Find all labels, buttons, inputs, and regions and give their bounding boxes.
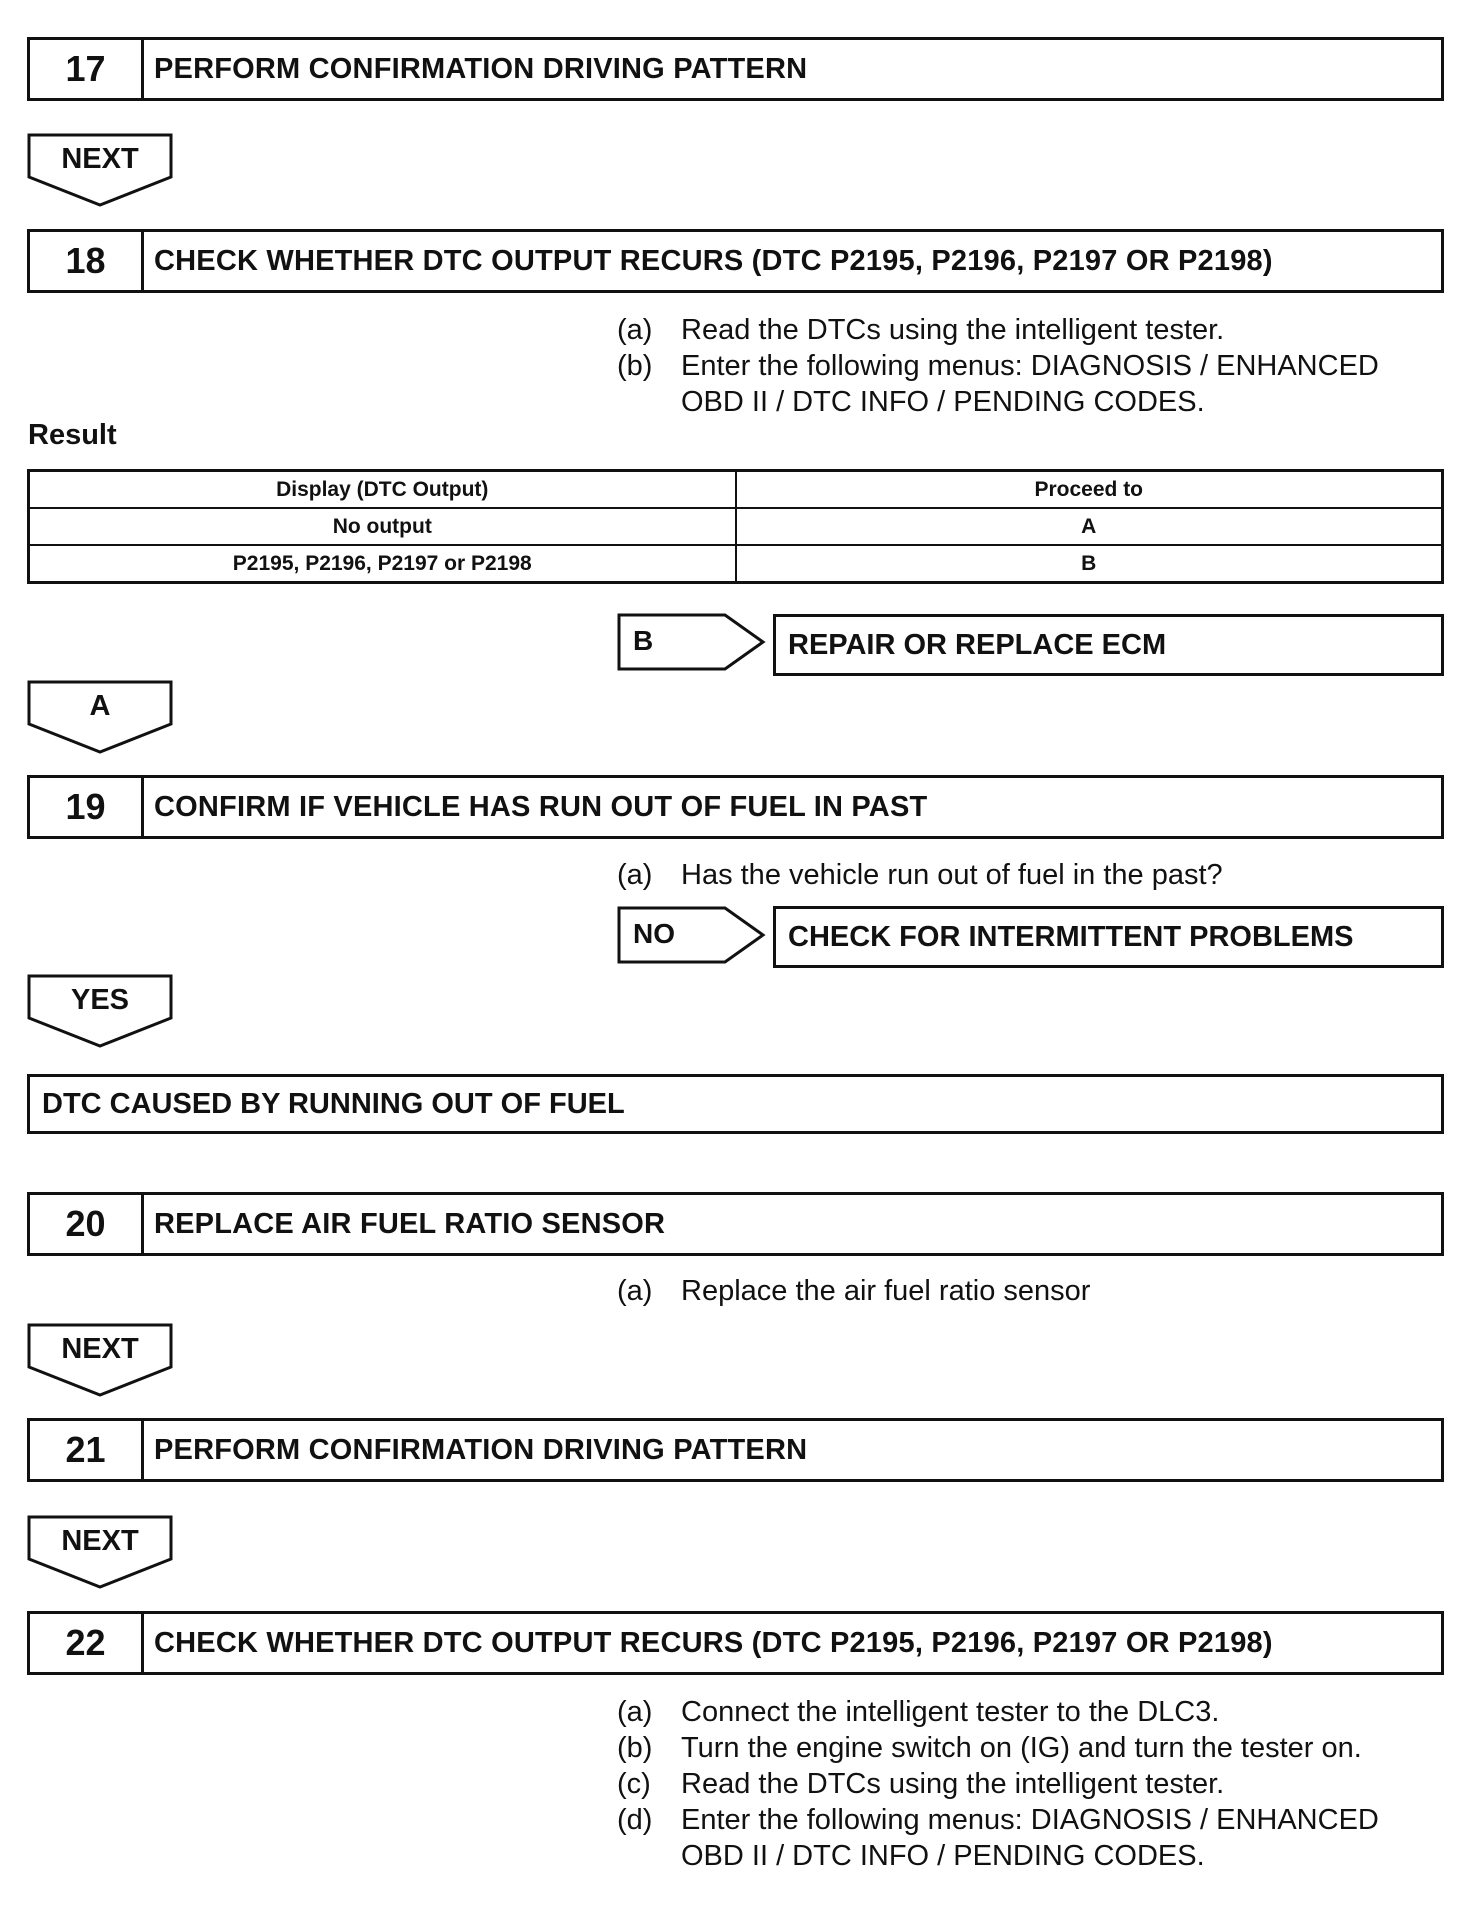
b-branch-arrow xyxy=(617,613,767,671)
table-header-row xyxy=(29,471,1443,509)
no-branch-arrow xyxy=(617,906,767,964)
item-letter: (a) xyxy=(617,859,653,891)
item-letter: (a) xyxy=(617,1275,653,1307)
step-22-header xyxy=(27,1611,1444,1675)
step-title: CHECK WHETHER DTC OUTPUT RECURS (DTC P2195, P2196, P2197 OR P2198) xyxy=(154,244,1273,277)
instruction-item xyxy=(617,1694,1447,1730)
next-arrow xyxy=(27,1323,175,1399)
instruction-item xyxy=(617,1766,1447,1802)
instruction-item xyxy=(617,1273,1447,1309)
next-arrow xyxy=(27,133,175,209)
yes-arrow xyxy=(27,974,175,1050)
instruction-item xyxy=(617,857,1447,893)
arrow-label: NO xyxy=(633,918,675,949)
instruction-item xyxy=(617,1730,1447,1766)
table-cell: No output xyxy=(29,508,736,545)
next-arrow xyxy=(27,1515,175,1591)
item-letter: (a) xyxy=(617,1696,653,1728)
column-header: Display (DTC Output) xyxy=(29,471,736,509)
item-letter: (b) xyxy=(617,1732,653,1764)
step-19-header xyxy=(27,775,1444,839)
item-text: Enter the following menus: DIAGNOSIS / ENHANCED OBD II / DTC INFO / PENDING CODES. xyxy=(681,350,1379,418)
arrow-label: A xyxy=(89,690,111,722)
item-letter: (c) xyxy=(617,1768,651,1800)
item-text: Replace the air fuel ratio sensor xyxy=(681,1275,1091,1307)
table-row xyxy=(29,545,1443,583)
instruction-item xyxy=(617,312,1447,348)
column-header: Proceed to xyxy=(736,471,1443,509)
table-cell: B xyxy=(736,545,1443,583)
item-letter: (d) xyxy=(617,1804,653,1836)
no-result-box: CHECK FOR INTERMITTENT PROBLEMS xyxy=(773,906,1444,968)
step-20-instructions xyxy=(617,1273,1447,1309)
b-result-box: REPAIR OR REPLACE ECM xyxy=(773,614,1444,676)
item-letter: (b) xyxy=(617,350,653,382)
step-number: 18 xyxy=(30,232,144,290)
arrow-label: B xyxy=(633,625,654,656)
item-text: Enter the following menus: DIAGNOSIS / ENHANCED OBD II / DTC INFO / PENDING CODES. xyxy=(681,1804,1379,1872)
step-number: 19 xyxy=(30,778,144,836)
step-number: 20 xyxy=(30,1195,144,1253)
step-title: CONFIRM IF VEHICLE HAS RUN OUT OF FUEL IN PAST xyxy=(154,790,928,823)
step-22-instructions xyxy=(617,1694,1447,1874)
step-number: 21 xyxy=(30,1421,144,1479)
step-number: 17 xyxy=(30,40,144,98)
yes-result-box: DTC CAUSED BY RUNNING OUT OF FUEL xyxy=(27,1074,1444,1134)
arrow-label: NEXT xyxy=(61,1525,139,1557)
step-title: PERFORM CONFIRMATION DRIVING PATTERN xyxy=(154,52,808,85)
step-21-header xyxy=(27,1418,1444,1482)
item-text: Read the DTCs using the intelligent tester. xyxy=(681,1768,1225,1800)
table-row xyxy=(29,508,1443,545)
result-table xyxy=(27,469,1444,584)
item-text: Connect the intelligent tester to the DLC3. xyxy=(681,1696,1220,1728)
step-20-header xyxy=(27,1192,1444,1256)
table-cell: P2195, P2196, P2197 or P2198 xyxy=(29,545,736,583)
a-arrow xyxy=(27,680,175,756)
step-19-instructions xyxy=(617,857,1447,893)
arrow-label: NEXT xyxy=(61,143,139,175)
item-text: Read the DTCs using the intelligent tester. xyxy=(681,314,1225,346)
step-18-header xyxy=(27,229,1444,293)
step-17-header xyxy=(27,37,1444,101)
item-text: Turn the engine switch on (IG) and turn the tester on. xyxy=(681,1732,1362,1764)
instruction-item xyxy=(617,1802,1447,1874)
step-18-instructions xyxy=(617,312,1447,420)
result-label: Result xyxy=(28,419,117,451)
step-number: 22 xyxy=(30,1614,144,1672)
step-title: PERFORM CONFIRMATION DRIVING PATTERN xyxy=(154,1433,808,1466)
item-letter: (a) xyxy=(617,314,653,346)
instruction-item xyxy=(617,348,1447,420)
step-title: CHECK WHETHER DTC OUTPUT RECURS (DTC P2195, P2196, P2197 OR P2198) xyxy=(154,1626,1273,1659)
step-title: REPLACE AIR FUEL RATIO SENSOR xyxy=(154,1207,666,1240)
arrow-label: YES xyxy=(70,984,130,1016)
item-text: Has the vehicle run out of fuel in the past? xyxy=(681,859,1223,891)
arrow-label: NEXT xyxy=(61,1333,139,1365)
table-cell: A xyxy=(736,508,1443,545)
